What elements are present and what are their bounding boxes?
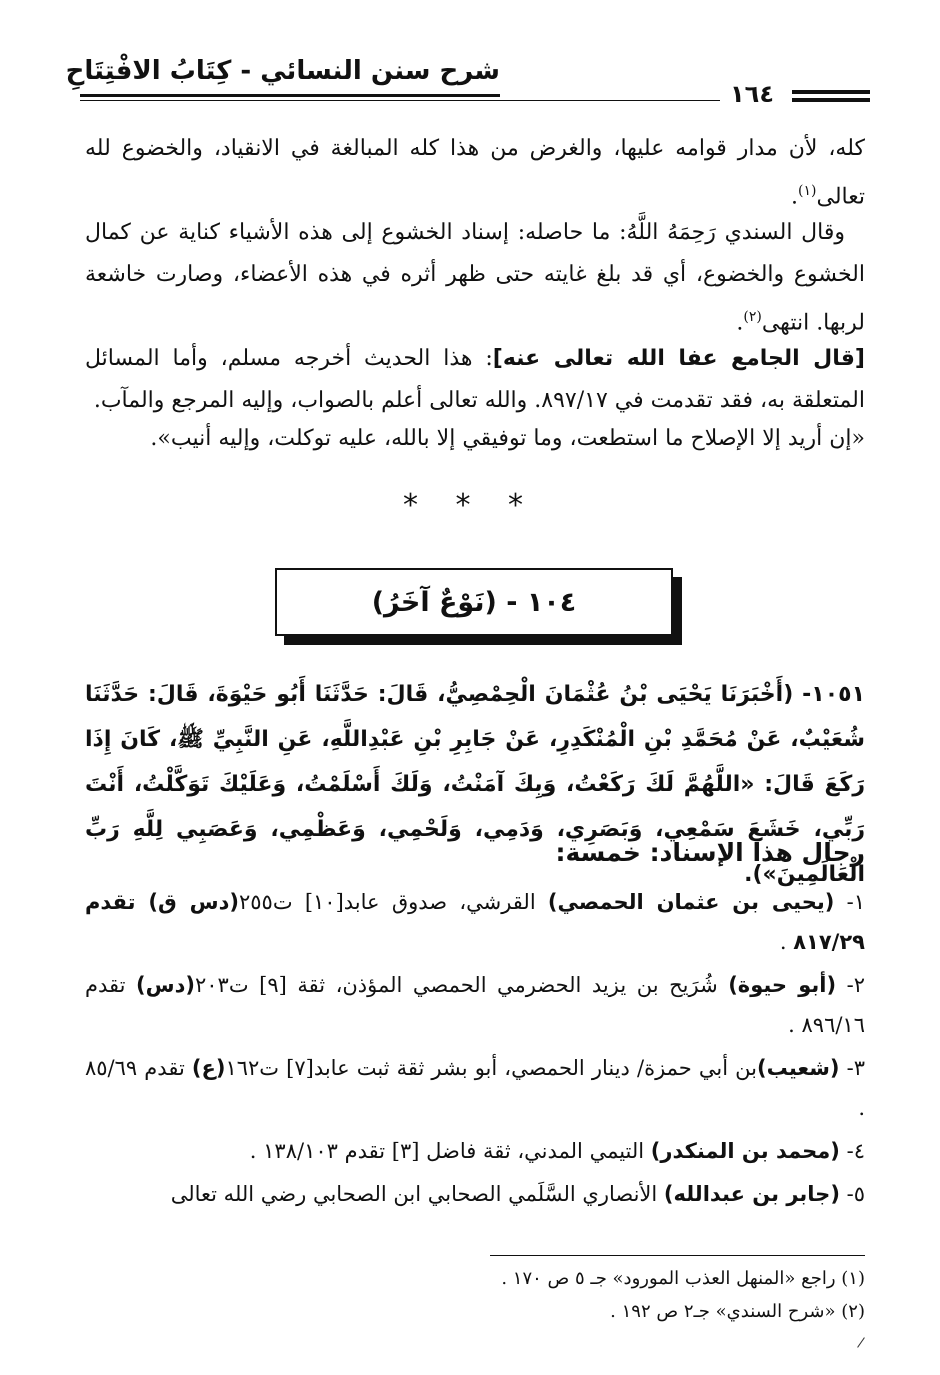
narrator-item: [85, 1174, 865, 1214]
narrator-codes: (ع): [191, 1056, 226, 1080]
narrator-number: ١-: [846, 890, 865, 914]
page-number: ١٦٤: [730, 80, 774, 108]
narrator-number: ٤-: [846, 1139, 865, 1163]
footnote-number: (١): [841, 1268, 865, 1289]
paragraph-compiler-note: [85, 338, 865, 422]
narrator-item: [85, 882, 865, 962]
narrator-details: القرشي، صدوق عابد[١٠] ت٢٥٥: [238, 890, 548, 914]
hadith-text: ١٠٥١- (أَخْبَرَنَا يَحْيَى بْنُ عُثْمَانَ الْحِمْصِيُّ، قَالَ: حَدَّثَنَا أَبُو حَيْوَةَ، قَالَ: حَدَّثَنَا شُعَيْبٌ، عَنْ مُحَمَّدِ بْنِ الْمُنْكَدِرِ، عَنْ جَابِرِ بْنِ عَبْدِاللَّهِ، عَنِ النَّبِيِّ ﷺ، كَانَ إِذَا رَكَعَ قَالَ: «اللَّهُمَّ لَكَ رَكَعْتُ، وَبِكَ آمَنْتُ، وَلَكَ أَسْلَمْتُ، وَعَلَيْكَ تَوَكَّلْتُ، أَنْتَ رَبِّي، خَشَعَ سَمْعِي، وَبَصَرِي، وَدَمِي، وَلَحْمِي، وَعَظْمِي، وَعَصَبِي لِلَّهِ رَبِّ الْعَالَمِينَ»).: [85, 682, 865, 887]
narrator-codes: (دس ق) تقدم ٨١٧/٢٩: [85, 890, 865, 954]
header-thin-rule: [80, 100, 720, 101]
narrator-name: (محمد بن المنكدر): [650, 1139, 840, 1163]
narrators-heading: رجال هذا الإسناد: خمسة:: [555, 838, 865, 867]
paragraph-sindi: [85, 212, 865, 344]
paragraph-tail: .: [736, 310, 744, 336]
paragraph-text: كله، لأن مدار قوامه عليها، والغرض من هذا كله المبالغة في الانقياد، والخضوع لله تعالى: [85, 136, 865, 210]
header-double-rule-bottom: [792, 98, 870, 102]
header-title-rule: [80, 94, 500, 97]
footnote-rule: [490, 1255, 865, 1256]
paragraph-text: : هذا الحديث أخرجه مسلم، وأما المسائل المتعلقة به، فقد تقدمت في ٨٩٧/١٧. والله تعالى أعلم بالصواب، وإليه المرجع والمآب.: [85, 346, 865, 413]
chapter-heading-box: [275, 568, 673, 636]
narrators-list: [85, 882, 865, 1217]
narrator-tail: .: [779, 930, 794, 954]
paragraph-continuation: [85, 128, 865, 218]
narrator-details: بن أبي حمزة/ دينار الحمصي، أبو بشر ثقة ثبت عابد[٧] ت١٦٢: [225, 1056, 757, 1080]
paragraph-tail: .: [791, 184, 799, 210]
narrator-name: (شعيب): [756, 1056, 840, 1080]
narrator-codes: (دس): [136, 973, 195, 997]
narrator-number: ٥-: [846, 1182, 865, 1206]
paragraph-text: «إن أريد إلا الإصلاح ما استطعت، وما توفيقي إلا بالله، عليه توكلت، وإليه أنيب».: [150, 426, 865, 451]
footnote-ref[interactable]: (٢): [743, 309, 762, 325]
narrator-details: شُرَيح بن يزيد الحضرمي الحمصي المؤذن، ثقة [٩] ت٢٠٣: [194, 973, 729, 997]
stray-scan-mark: [857, 1337, 865, 1347]
header-double-rule-top: [792, 90, 870, 94]
section-separator: * * *: [402, 488, 538, 523]
narrator-item: [85, 1048, 865, 1128]
narrator-tail: تقدم ٨٥/٦٩ .: [85, 1056, 865, 1120]
running-header: [65, 52, 870, 112]
compiler-note-lead: [قال الجامع عفا الله تعالى عنه]: [492, 346, 865, 371]
footnote-text: راجع «المنهل العذب المورود» جـ ٥ ص ١٧٠ .: [501, 1268, 842, 1289]
chapter-title: ١٠٤ - (نَوْعٌ آخَرُ): [371, 586, 577, 618]
running-header-title: شرح سنن النسائي - كِتَابُ الافْتِتَاحِ: [65, 56, 500, 86]
paragraph-text: وقال السندي رَحِمَهُ اللَّهُ: ما حاصله: إسناد الخشوع إلى هذه الأشياء كناية عن كمال الخشوع والخضوع، أي قد بلغ غايته حتى ظهر أثره في هذه الأعضاء، وصارت خاشعة لربها. انتهى: [85, 220, 865, 336]
narrator-name: (يحيى بن عثمان الحمصي): [547, 890, 835, 914]
narrator-details: التيمي المدني، ثقة فاضل [٣] تقدم ١٣٨/١٠٣ .: [249, 1139, 651, 1163]
narrator-number: ٣-: [846, 1056, 865, 1080]
footnotes-list: [85, 1262, 865, 1328]
narrator-name: (جابر بن عبدالله): [663, 1182, 840, 1206]
footnote: [85, 1295, 865, 1328]
narrator-item: [85, 965, 865, 1045]
narrator-number: ٢-: [846, 973, 866, 997]
narrator-item: [85, 1131, 865, 1171]
footnote-number: (٢): [841, 1301, 865, 1322]
footnote-ref[interactable]: (١): [798, 183, 817, 199]
narrator-tail: تقدم ٨٩٦/١٦ .: [85, 973, 865, 1037]
footnote: [85, 1262, 865, 1295]
footnote-text: «شرح السندي» جـ٢ ص ١٩٢ .: [610, 1301, 842, 1322]
paragraph-quranic-quote: [85, 418, 865, 460]
narrator-details: الأنصاري السَّلَمي الصحابي ابن الصحابي رضي الله تعالى: [170, 1182, 664, 1206]
narrator-name: (أبو حيوة): [728, 973, 837, 997]
